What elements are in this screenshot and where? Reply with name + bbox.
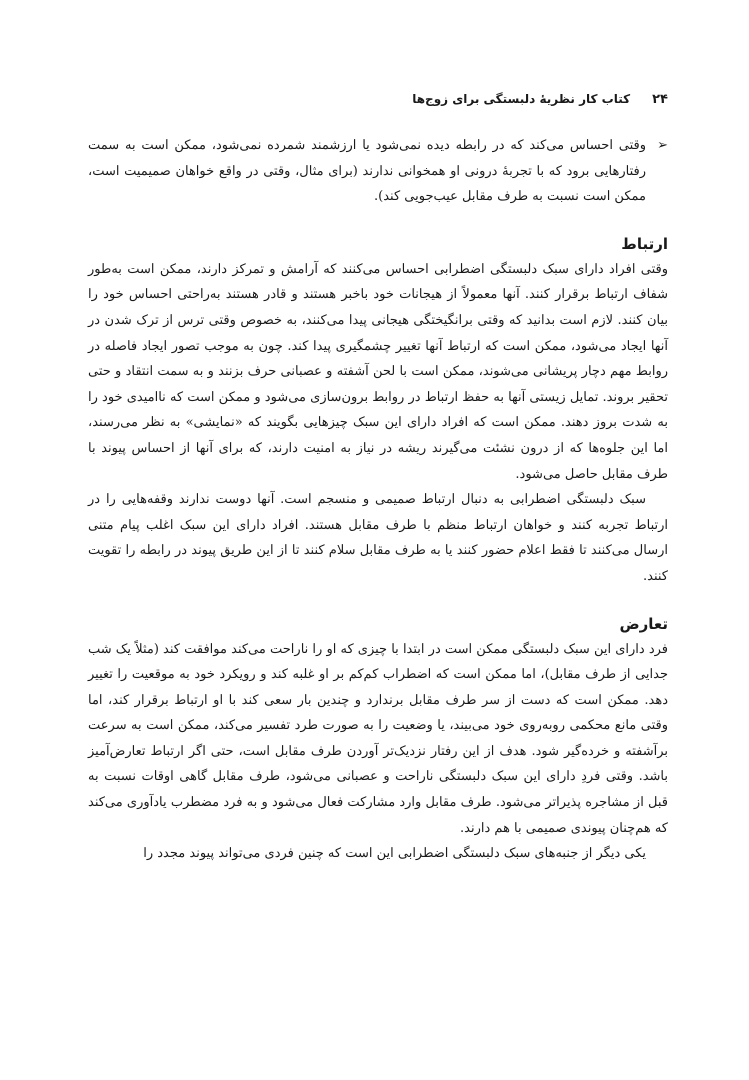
book-title: کتاب کار نظریهٔ دلبستگی برای زوج‌ها <box>412 92 631 106</box>
bullet-item <box>88 133 668 210</box>
page-number: ۲۴ <box>652 92 668 107</box>
paragraph: وقتی افراد دارای سبک دلبستگی اضطرابی احساس می‌کنند که آرامش و تمرکز دارند، ممکن است به‌طور شفاف ارتباط برقرار کنند. آنها معمولاً از هیجانات خود باخبر هستند و قادر هستند به‌راحتی احساس خود را بیان کنند. لازم است بدانید که وقتی برانگیختگی هیجانی پیدا می‌کنند، به خصوص وقتی ترس از ترک شدن در آنها ایجاد می‌شود، ممکن است که ارتباط آنها تغییر چشمگیری پیدا کند. چون به موجب تصور ایجاد فاصله در روابط مهم دچار پریشانی می‌شوند، ممکن است با لحن آشفته و عصبانی حرف بزنند و به سمت انتقاد و حتی تحقیر بروند. تمایل زیستی آنها به حفظ ارتباط در روابط برون‌سازی می‌شود و ممکن است که ناامیدی خود را به شدت بروز دهند. ممکن است که افراد دارای این سبک چیزهایی بگویند که «نمایشی» به نظر می‌رسند، اما این جلوه‌ها که از درون نشئت می‌گیرند ریشه در نیاز به امنیت دارند، که برای آنها از احساس پیوند با طرف مقابل حاصل می‌شود. <box>88 261 668 482</box>
paragraph: فرد دارای این سبک دلبستگی ممکن است در ابتدا با چیزی که او را ناراحت می‌کند موافقت کند (مثلاً یک شب جدایی از طرف مقابل)، اما ممکن است که اضطراب کم‌کم بر او غلبه کند و رویکرد خود به موقعیت را تغییر دهد. ممکن است که دست از سر طرف مقابل برندارد و چندین بار سعی کند با او ارتباط برقرار کند، اما وقتی مانع محکمی روبه‌روی خود می‌بیند، یا وضعیت را به صورت طرد تفسیر می‌کند، ممکن است به سرعت برآشفته و خرده‌گیر شود. هدف از این رفتار نزدیک‌تر آوردن طرف مقابل است، حتی اگر ارتباط تعارض‌آمیز باشد. وقتی فردِ دارای این سبک دلبستگی ناراحت و عصبانی می‌شود، طرف مقابل گاهی اوقات نسبت به قبل از مشاجره پذیراتر می‌شود. طرف مقابل وارد مشارکت فعال می‌شود و به فرد مضطرب یادآوری می‌کند که هم‌چنان پیوندی صمیمی با هم دارند. <box>88 641 668 836</box>
paragraph: یکی دیگر از جنبه‌های سبک دلبستگی اضطرابی این است که چنین فردی می‌تواند پیوند مجدد را <box>143 846 646 862</box>
section-heading: تعارض <box>619 614 668 633</box>
book-page <box>88 92 668 888</box>
arrowhead-bullet-icon: ➢ <box>657 138 668 153</box>
running-head <box>88 92 668 116</box>
section-heading: ارتباط <box>621 234 668 253</box>
bullet-text: وقتی احساس می‌کند که در رابطه دیده نمی‌شود یا ارزشمند شمرده نمی‌شود، ممکن است به سمت رفتارهایی برود که با تجربهٔ درونی او همخوانی ندارند (برای مثال، وقتی در واقع خواهان صمیمیت است، ممکن است نسبت به طرف مقابل عیب‌جویی کند). <box>88 138 646 205</box>
section-communication <box>88 231 668 590</box>
paragraph: سبک دلبستگی اضطرابی به دنبال ارتباط صمیمی و منسجم است. آنها دوست ندارند وقفه‌هایی را در ارتباط تجربه کنند و خواهان ارتباط منظم با طرف مقابل هستند. افراد دارای این سبک اغلب پیام متنی ارسال می‌کنند تا فقط اعلام حضور کنند یا به طرف مقابل سلام کنند تا از این طریق پیوند در رابطه را تقویت کنند. <box>88 492 668 584</box>
section-conflict <box>88 611 668 867</box>
